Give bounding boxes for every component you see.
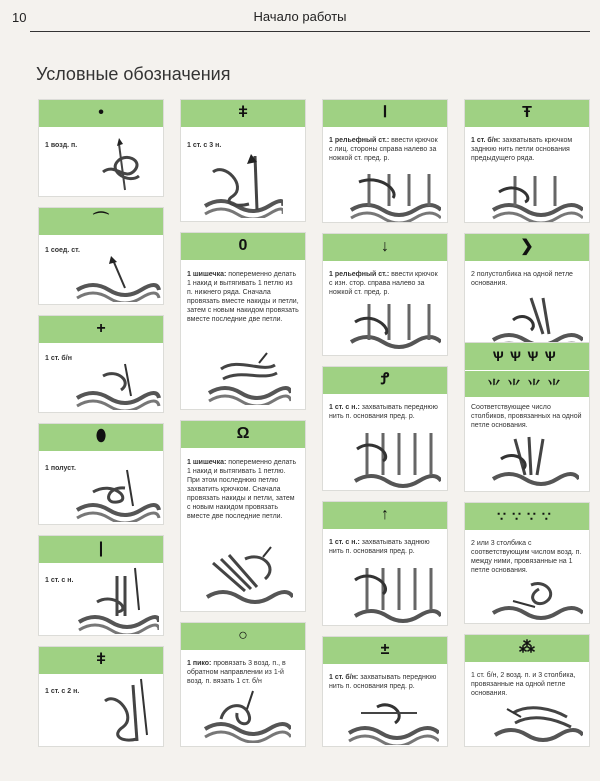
symbol-card <box>180 622 306 747</box>
symbol-card <box>38 535 164 636</box>
stitch-illustration <box>73 466 161 522</box>
symbol-label: 1 ст. с 2 н. <box>45 688 80 695</box>
symbol-label: 1 возд. п. <box>45 142 78 149</box>
stitch-illustration <box>203 689 291 743</box>
stitch-illustration <box>77 566 159 634</box>
stitch-illustration <box>349 300 441 354</box>
symbol-card <box>464 99 590 223</box>
stitch-illustration <box>73 360 161 410</box>
symbol-label: 1 соед. ст. <box>45 247 80 254</box>
symbol-card <box>38 207 164 305</box>
symbol-card <box>322 366 448 491</box>
symbol-label: 1 шишечка: <box>187 271 227 278</box>
stitch-illustration <box>205 545 293 609</box>
stitch-illustration <box>353 427 441 489</box>
symbol: • <box>98 104 104 121</box>
stitch-illustration <box>493 703 583 745</box>
symbol-label: 1 ст. с н.: <box>329 404 360 411</box>
stitch-illustration <box>491 579 583 623</box>
symbol-label: 1 шишечка: <box>187 459 227 466</box>
symbol-label: 1 ст. с н.: <box>329 539 360 546</box>
symbol-card <box>38 99 164 197</box>
stitch-illustration <box>347 699 439 745</box>
symbol-description: захватывать крючком заднюю нить петли основания предыдущего ряда. <box>471 137 573 162</box>
symbol: ○ <box>238 627 248 644</box>
symbol-card <box>180 420 306 612</box>
symbol-card <box>180 232 306 410</box>
stitch-illustration <box>203 152 283 218</box>
section-title: Условные обозначения <box>36 64 231 84</box>
symbol-card <box>322 636 448 747</box>
symbol-description: захватывать заднюю нить п. основания пред. р. <box>329 539 430 555</box>
stitch-illustration <box>353 564 441 624</box>
symbol: ↓ <box>381 238 389 255</box>
stitch-illustration <box>207 351 291 405</box>
symbol-card <box>38 423 164 525</box>
symbol-card <box>38 646 164 747</box>
symbol-card <box>464 634 590 747</box>
symbol: ⁂ <box>519 639 535 656</box>
symbol-description: захватывать переднюю нить п. основания пред. р. <box>329 674 437 690</box>
symbol-description: ввести крючок с изн. стор. справа налево за ножкой ст. пред. р. <box>329 271 438 296</box>
stitch-illustration <box>491 172 583 222</box>
symbol-description: захватывать переднюю нить п. основания пред. р. <box>329 404 438 420</box>
symbol: ѰѰѰѰ <box>492 348 562 364</box>
symbol: + <box>96 320 106 337</box>
page-number: 10 <box>12 10 27 25</box>
symbol: Ω <box>236 425 250 442</box>
symbol: | <box>98 540 104 557</box>
symbol-label: 1 пико: <box>187 660 212 667</box>
symbol: 0 <box>238 237 248 254</box>
running-head: Начало работы <box>253 9 347 24</box>
symbol-card <box>180 99 306 222</box>
symbol-description: ввести крючок с лиц. стороны справа налево за ножкой ст. пред. р. <box>329 137 438 162</box>
symbol-card <box>464 342 590 492</box>
symbol: ⌒ <box>92 212 109 229</box>
symbol: Ꝭ <box>380 371 390 388</box>
symbol-card <box>464 502 590 624</box>
symbol-card <box>322 233 448 356</box>
symbol-card <box>322 501 448 626</box>
symbol-label: 1 ст. с 3 н. <box>187 142 222 149</box>
symbol-card <box>322 99 448 223</box>
symbol: Ŧ <box>522 104 532 121</box>
stitch-illustration <box>73 254 161 302</box>
symbol-card <box>38 315 164 413</box>
symbol-label: 1 ст. б/н <box>45 355 72 362</box>
symbol-label: 1 ст. б/н: <box>471 137 501 144</box>
page-header <box>0 0 600 34</box>
symbol: ǂ <box>238 104 248 121</box>
symbol-description: 2 полустолбика на одной петле основания. <box>471 271 573 287</box>
symbol-label: 1 ст. с н. <box>45 577 74 584</box>
symbol-label: 1 полуст. <box>45 465 76 472</box>
symbol: ∵∵∵∵ <box>497 508 557 524</box>
symbol-description: Соответствующее число столбиков, провязанных на одной петле основания. <box>471 404 582 429</box>
symbol-label: 1 рельефный ст.: <box>329 137 390 144</box>
symbol-description: 1 ст. б/н, 2 возд. п. и 3 столбика, провязанные на одной петле основания. <box>471 672 576 697</box>
symbol: ± <box>380 641 390 658</box>
symbol: ↑ <box>381 506 389 523</box>
symbol-card <box>464 233 590 356</box>
stitch-illustration <box>491 435 579 489</box>
header-rule <box>30 31 590 32</box>
symbol: ǂ <box>96 651 106 668</box>
stitch-illustration <box>95 132 161 194</box>
symbol: Ⅰ <box>382 104 388 121</box>
symbol: ⺌⺌⺌⺌ <box>487 378 567 394</box>
symbol-description: попеременно делать 1 накид и вытягивать 1 петлю. При этом последнюю петлю захватить крючком. Сначала провязать накиды и петли, затем с новым накидом провязать вместе две последние петли. <box>187 459 297 520</box>
symbol-label: 1 рельефный ст.: <box>329 271 390 278</box>
symbol: ❯ <box>520 238 534 255</box>
symbol-description: провязать 3 возд. п., в обратном направлении из 1-й возд. п. вязать 1 ст. б/н <box>187 660 286 685</box>
symbol-description: попеременно делать 1 накид и вытягивать 1 петлю из п. нижнего ряда. Сначала провязать вместе накиды и петли, затем с новым накидом провязать вместе последние две петли. <box>187 271 299 323</box>
stitch-illustration <box>349 170 441 222</box>
symbol-label: 1 ст. б/н: <box>329 674 359 681</box>
symbol-description: 2 или 3 столбика с соответствующим числом возд. п. между ними, провязанные на 1 петле основания. <box>471 540 582 574</box>
stitch-illustration <box>97 677 159 747</box>
symbol: ⬮ <box>95 428 107 445</box>
